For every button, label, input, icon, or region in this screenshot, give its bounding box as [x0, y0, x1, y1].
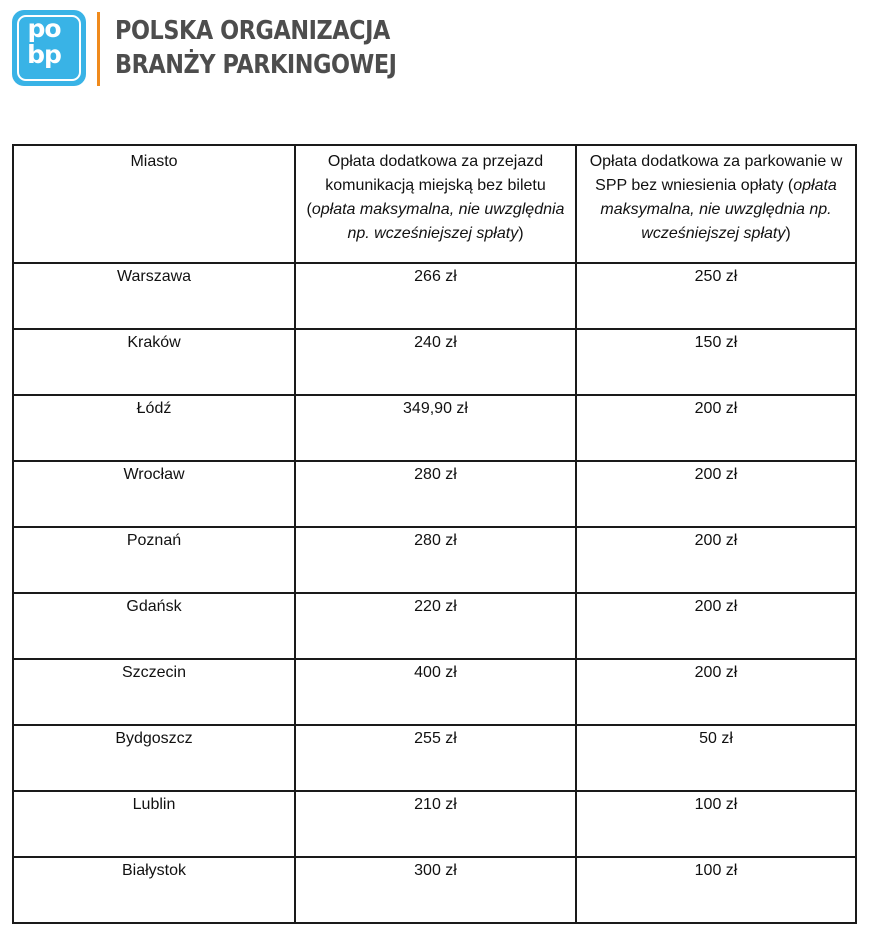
city-cell: Bydgoszcz — [13, 725, 295, 791]
transit-fee-cell: 210 zł — [295, 791, 576, 857]
table-row — [13, 659, 856, 725]
header-transit-main: Opłata dodatkowa za przejazd komunikacją miejską bez biletu ( — [306, 153, 546, 218]
organization-name-line2: BRANŻY PARKINGOWEJ — [115, 50, 397, 80]
header-transit-close: ) — [518, 225, 524, 242]
header-transit-fee — [295, 145, 576, 263]
table-row — [13, 329, 856, 395]
header-parking-note: opłata maksymalna, nie uwzględnia np. wcześniejszej spłaty — [600, 177, 837, 242]
parking-fee-cell: 150 zł — [576, 329, 856, 395]
fees-table — [12, 144, 857, 924]
table-row — [13, 857, 856, 923]
transit-fee-cell: 255 zł — [295, 725, 576, 791]
table-row — [13, 395, 856, 461]
transit-fee-cell: 266 zł — [295, 263, 576, 329]
pobp-logo — [12, 10, 86, 86]
parking-fee-cell: 200 zł — [576, 527, 856, 593]
city-cell: Poznań — [13, 527, 295, 593]
header-transit-note: opłata maksymalna, nie uwzględnia np. wcześniejszej spłaty — [311, 201, 565, 242]
logo-text-line1: po — [27, 14, 61, 43]
transit-fee-cell: 240 zł — [295, 329, 576, 395]
header-parking-close: ) — [785, 225, 791, 242]
parking-fee-cell: 50 zł — [576, 725, 856, 791]
transit-fee-cell: 400 zł — [295, 659, 576, 725]
parking-fee-cell: 250 zł — [576, 263, 856, 329]
city-cell: Białystok — [13, 857, 295, 923]
organization-name-line1: POLSKA ORGANIZACJA — [115, 16, 390, 46]
city-cell: Gdańsk — [13, 593, 295, 659]
organization-name — [115, 14, 397, 82]
table-row — [13, 263, 856, 329]
table-header-row — [13, 145, 856, 263]
parking-fee-cell: 200 zł — [576, 593, 856, 659]
transit-fee-cell: 280 zł — [295, 461, 576, 527]
header-city: Miasto — [13, 145, 295, 263]
city-cell: Lublin — [13, 791, 295, 857]
table-row — [13, 725, 856, 791]
city-cell: Szczecin — [13, 659, 295, 725]
parking-fee-cell: 100 zł — [576, 791, 856, 857]
table-row — [13, 461, 856, 527]
city-cell: Łódź — [13, 395, 295, 461]
transit-fee-cell: 220 zł — [295, 593, 576, 659]
parking-fee-cell: 200 zł — [576, 395, 856, 461]
city-cell: Warszawa — [13, 263, 295, 329]
header — [12, 10, 432, 90]
transit-fee-cell: 280 zł — [295, 527, 576, 593]
parking-fee-cell: 200 zł — [576, 461, 856, 527]
logo-separator — [97, 12, 100, 86]
logo-text-line2: bp — [27, 40, 61, 69]
city-cell: Wrocław — [13, 461, 295, 527]
city-cell: Kraków — [13, 329, 295, 395]
table-row — [13, 791, 856, 857]
parking-fee-cell: 200 zł — [576, 659, 856, 725]
table-row — [13, 527, 856, 593]
header-parking-main: Opłata dodatkowa za parkowanie w SPP bez wniesienia opłaty ( — [589, 153, 843, 194]
parking-fee-cell: 100 zł — [576, 857, 856, 923]
transit-fee-cell: 349,90 zł — [295, 395, 576, 461]
header-parking-fee — [576, 145, 856, 263]
transit-fee-cell: 300 zł — [295, 857, 576, 923]
table-row — [13, 593, 856, 659]
